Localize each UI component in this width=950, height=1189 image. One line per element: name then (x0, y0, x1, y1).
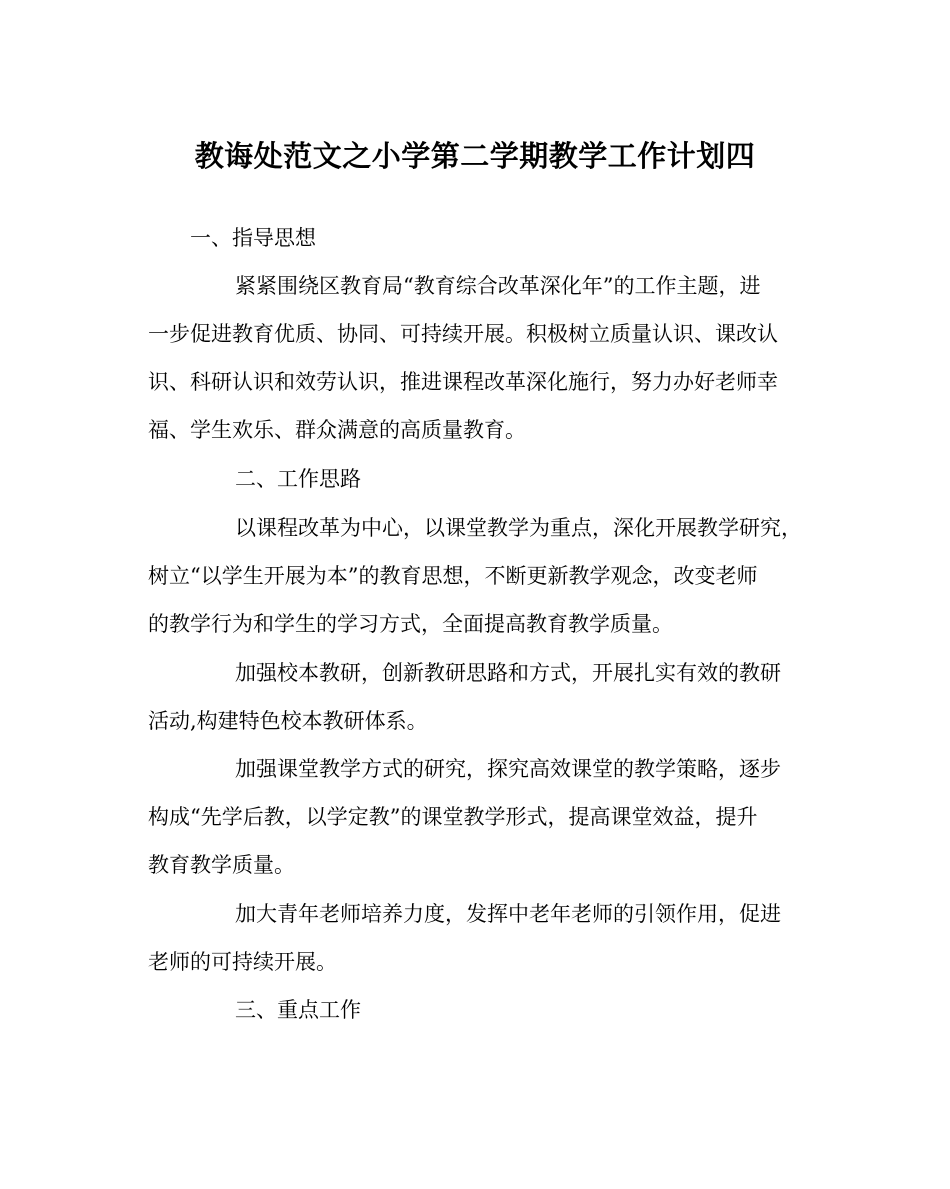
document-title: 教诲处范文之小学第二学期教学工作计划四 (194, 139, 756, 173)
paragraph-line: 树立“以学生开展为本”的教育思想，不断更新教学观念，改变老师 (148, 564, 758, 588)
paragraph-line: 老师的可持续开展。 (148, 950, 337, 974)
paragraph-line: 加强校本教研，创新教研思路和方式，开展扎实有效的教研 (235, 661, 781, 685)
paragraph-line: 教育教学质量。 (148, 853, 295, 877)
paragraph-line: 的教学行为和学生的学习方式，全面提高教育教学质量。 (148, 612, 673, 636)
paragraph-line: 加强课堂教学方式的研究，探究高效课堂的教学策略，逐步 (235, 757, 781, 781)
paragraph-line: 加大青年老师培养力度，发挥中老年老师的引领作用，促进 (235, 902, 781, 926)
section-heading-key-work: 三、重点工作 (235, 998, 361, 1022)
paragraph-line: 一步促进教育优质、协同、可持续开展。积极树立质量认识、课改认 (148, 322, 778, 346)
paragraph-line: 福、学生欢乐、群众满意的高质量教育。 (148, 418, 526, 442)
paragraph-line: 紧紧围绕区教育局“教育综合改革深化年”的工作主题，进 (235, 274, 761, 298)
paragraph-line: 活动,构建特色校本教研体系。 (148, 709, 428, 733)
paragraph-line: 识、科研认识和效劳认识，推进课程改革深化施行，努力办好老师幸 (148, 370, 778, 394)
section-heading-work-approach: 二、工作思路 (235, 467, 361, 491)
paragraph-line: 构成“先学后教，以学定教”的课堂教学形式，提高课堂效益，提升 (148, 805, 758, 829)
section-heading-guiding-ideology: 一、指导思想 (190, 226, 316, 250)
paragraph-line: 以课程改革为中心，以课堂教学为重点，深化开展教学研究， (235, 516, 802, 540)
